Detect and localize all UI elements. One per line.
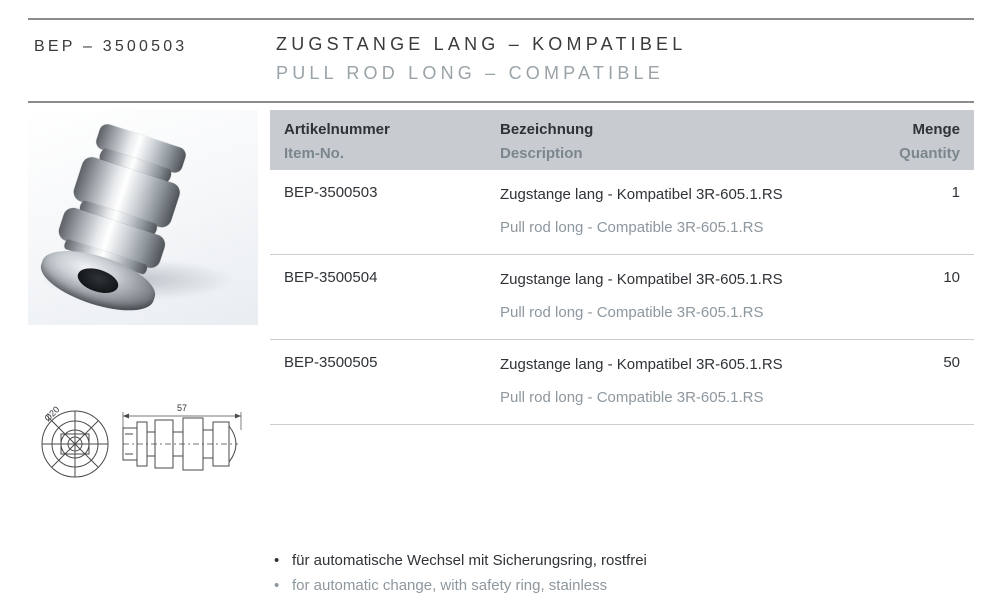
note-english xyxy=(270,573,974,598)
column-header-qty-en: Quantity xyxy=(899,145,960,162)
column-header-item-de: Artikelnummer xyxy=(284,121,390,138)
column-header-description xyxy=(500,118,593,166)
product-code: BEP – 3500503 xyxy=(34,38,188,55)
technical-drawing xyxy=(28,382,258,492)
note-german xyxy=(270,548,974,573)
table-header-row xyxy=(270,110,974,170)
cell-description-de: Zugstange lang - Kompatibel 3R-605.1.RS xyxy=(500,356,783,373)
cell-description xyxy=(500,269,900,323)
top-divider xyxy=(28,18,974,20)
cell-description-de: Zugstange lang - Kompatibel 3R-605.1.RS xyxy=(500,271,783,288)
column-header-item-no xyxy=(284,118,390,166)
cell-quantity: 50 xyxy=(943,354,960,371)
cell-quantity: 10 xyxy=(943,269,960,286)
column-header-item-en: Item-No. xyxy=(284,145,344,162)
table-row xyxy=(270,255,974,340)
media-column xyxy=(28,110,268,590)
cell-description xyxy=(500,354,900,408)
note-english-text: for automatic change, with safety ring, stainless xyxy=(292,577,608,594)
cell-item-no: BEP-3500503 xyxy=(284,184,378,201)
parts-table xyxy=(270,110,974,425)
bullet-icon: • xyxy=(274,577,280,594)
cell-description-de: Zugstange lang - Kompatibel 3R-605.1.RS xyxy=(500,186,783,203)
cell-item-no: BEP-3500504 xyxy=(284,269,378,286)
column-header-desc-en: Description xyxy=(500,145,583,162)
title-german: ZUGSTANGE LANG – KOMPATIBEL xyxy=(276,34,687,54)
column-header-quantity xyxy=(899,118,960,166)
cell-description-en: Pull rod long - Compatible 3R-605.1.RS xyxy=(500,389,764,406)
notes-list xyxy=(270,548,974,598)
cell-description xyxy=(500,184,900,238)
drawing-length-label: 57 xyxy=(176,403,188,413)
technical-drawing-svg xyxy=(28,382,258,492)
bullet-icon: • xyxy=(274,552,280,569)
page-header xyxy=(28,30,974,98)
column-header-qty-de: Menge xyxy=(912,121,960,138)
note-german-text: für automatische Wechsel mit Sicherungsring, rostfrei xyxy=(292,552,647,569)
column-header-desc-de: Bezeichnung xyxy=(500,121,594,138)
table-row xyxy=(270,340,974,425)
product-photo xyxy=(28,110,258,325)
page-title xyxy=(276,34,686,84)
cell-quantity: 1 xyxy=(951,184,960,201)
cell-item-no: BEP-3500505 xyxy=(284,354,378,371)
title-english: PULL ROD LONG – COMPATIBLE xyxy=(276,63,664,83)
drawing-diameter-label: Ø20 xyxy=(42,404,62,424)
rod-flange-bore xyxy=(75,264,122,298)
table-row xyxy=(270,170,974,255)
cell-description-en: Pull rod long - Compatible 3R-605.1.RS xyxy=(500,219,764,236)
cell-description-en: Pull rod long - Compatible 3R-605.1.RS xyxy=(500,304,764,321)
header-divider xyxy=(28,101,974,103)
